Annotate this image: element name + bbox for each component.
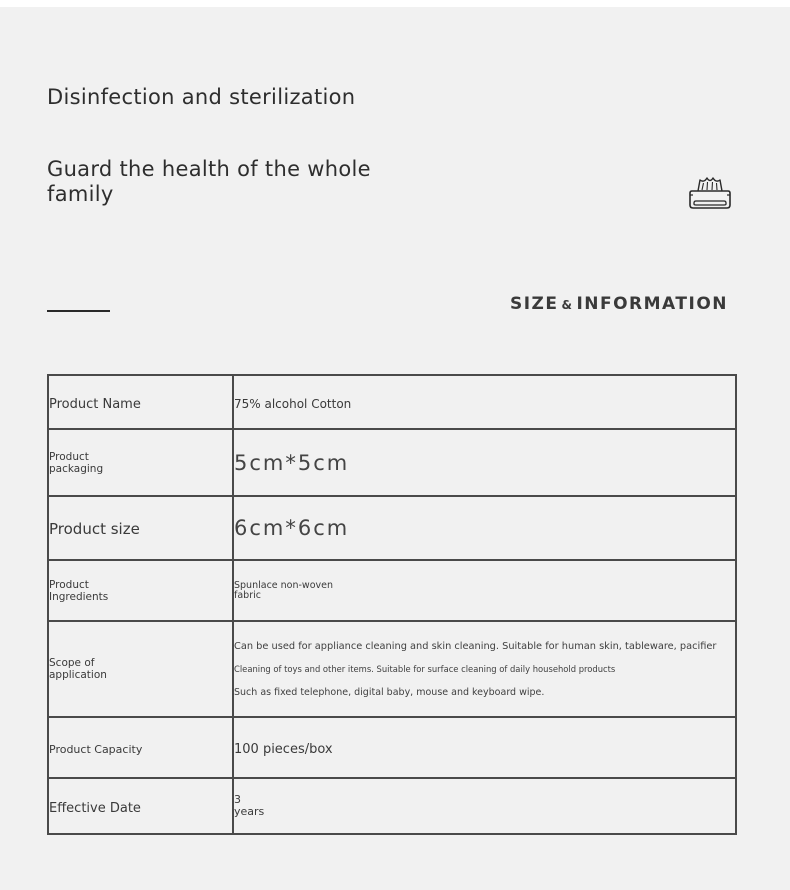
row-label	[48, 778, 233, 834]
section-title-left: SIZE	[509, 294, 559, 314]
row-label	[48, 496, 233, 560]
row-value-text: Such as fixed telephone, digital baby, mouse and keyboard wipe.	[234, 686, 545, 698]
row-label-text: Product size	[49, 519, 140, 538]
subheadline: Guard the health of the whole family	[47, 157, 371, 206]
row-value-text: 6cm*6cm	[234, 516, 350, 540]
table-row	[48, 560, 736, 621]
table-row	[48, 717, 736, 778]
row-value-text: years	[234, 805, 265, 818]
section-title-amp: &	[561, 298, 574, 312]
section-divider	[47, 310, 110, 312]
row-label	[48, 560, 233, 621]
row-label-text: Product	[49, 578, 89, 591]
section-title-right: INFORMATION	[576, 294, 728, 314]
row-value-text: Cleaning of toys and other items. Suitable for surface cleaning of daily household products	[234, 663, 616, 674]
table-row	[48, 429, 736, 496]
section-title	[510, 294, 728, 314]
row-label-text: Product	[49, 450, 89, 463]
table-row	[48, 496, 736, 560]
table-row	[48, 778, 736, 834]
row-label	[48, 717, 233, 778]
table-row	[48, 621, 736, 717]
row-label-text: application	[49, 669, 107, 681]
row-value	[233, 560, 736, 621]
headline: Disinfection and sterilization	[47, 85, 356, 109]
row-value	[233, 496, 736, 560]
row-value-text: Can be used for appliance cleaning and skin cleaning. Suitable for human skin, tableware, pacifier	[234, 640, 717, 652]
row-value-text: 100 pieces/box	[234, 742, 333, 757]
row-value	[233, 621, 736, 717]
row-label-text: Scope of	[49, 657, 95, 669]
row-value	[233, 717, 736, 778]
row-label-text: Ingredients	[49, 590, 109, 603]
row-label-text: Product Name	[49, 396, 141, 412]
row-value	[233, 375, 736, 429]
row-value-text: fabric	[234, 589, 261, 601]
product-info-table	[47, 374, 737, 835]
row-value-text: Spunlace non-woven	[234, 579, 334, 591]
row-label	[48, 621, 233, 717]
row-label	[48, 429, 233, 496]
row-label-text: Product Capacity	[49, 743, 143, 756]
row-label-text: packaging	[49, 462, 104, 475]
row-value-text: 5cm*5cm	[234, 450, 350, 475]
row-value	[233, 778, 736, 834]
tissue-box-icon	[688, 175, 732, 211]
row-value	[233, 429, 736, 496]
row-value-text: 75% alcohol Cotton	[234, 396, 352, 411]
row-label-text: Effective Date	[49, 800, 141, 816]
row-label	[48, 375, 233, 429]
top-strip	[0, 0, 790, 7]
row-value-text: 3	[234, 793, 241, 806]
table-row	[48, 375, 736, 429]
